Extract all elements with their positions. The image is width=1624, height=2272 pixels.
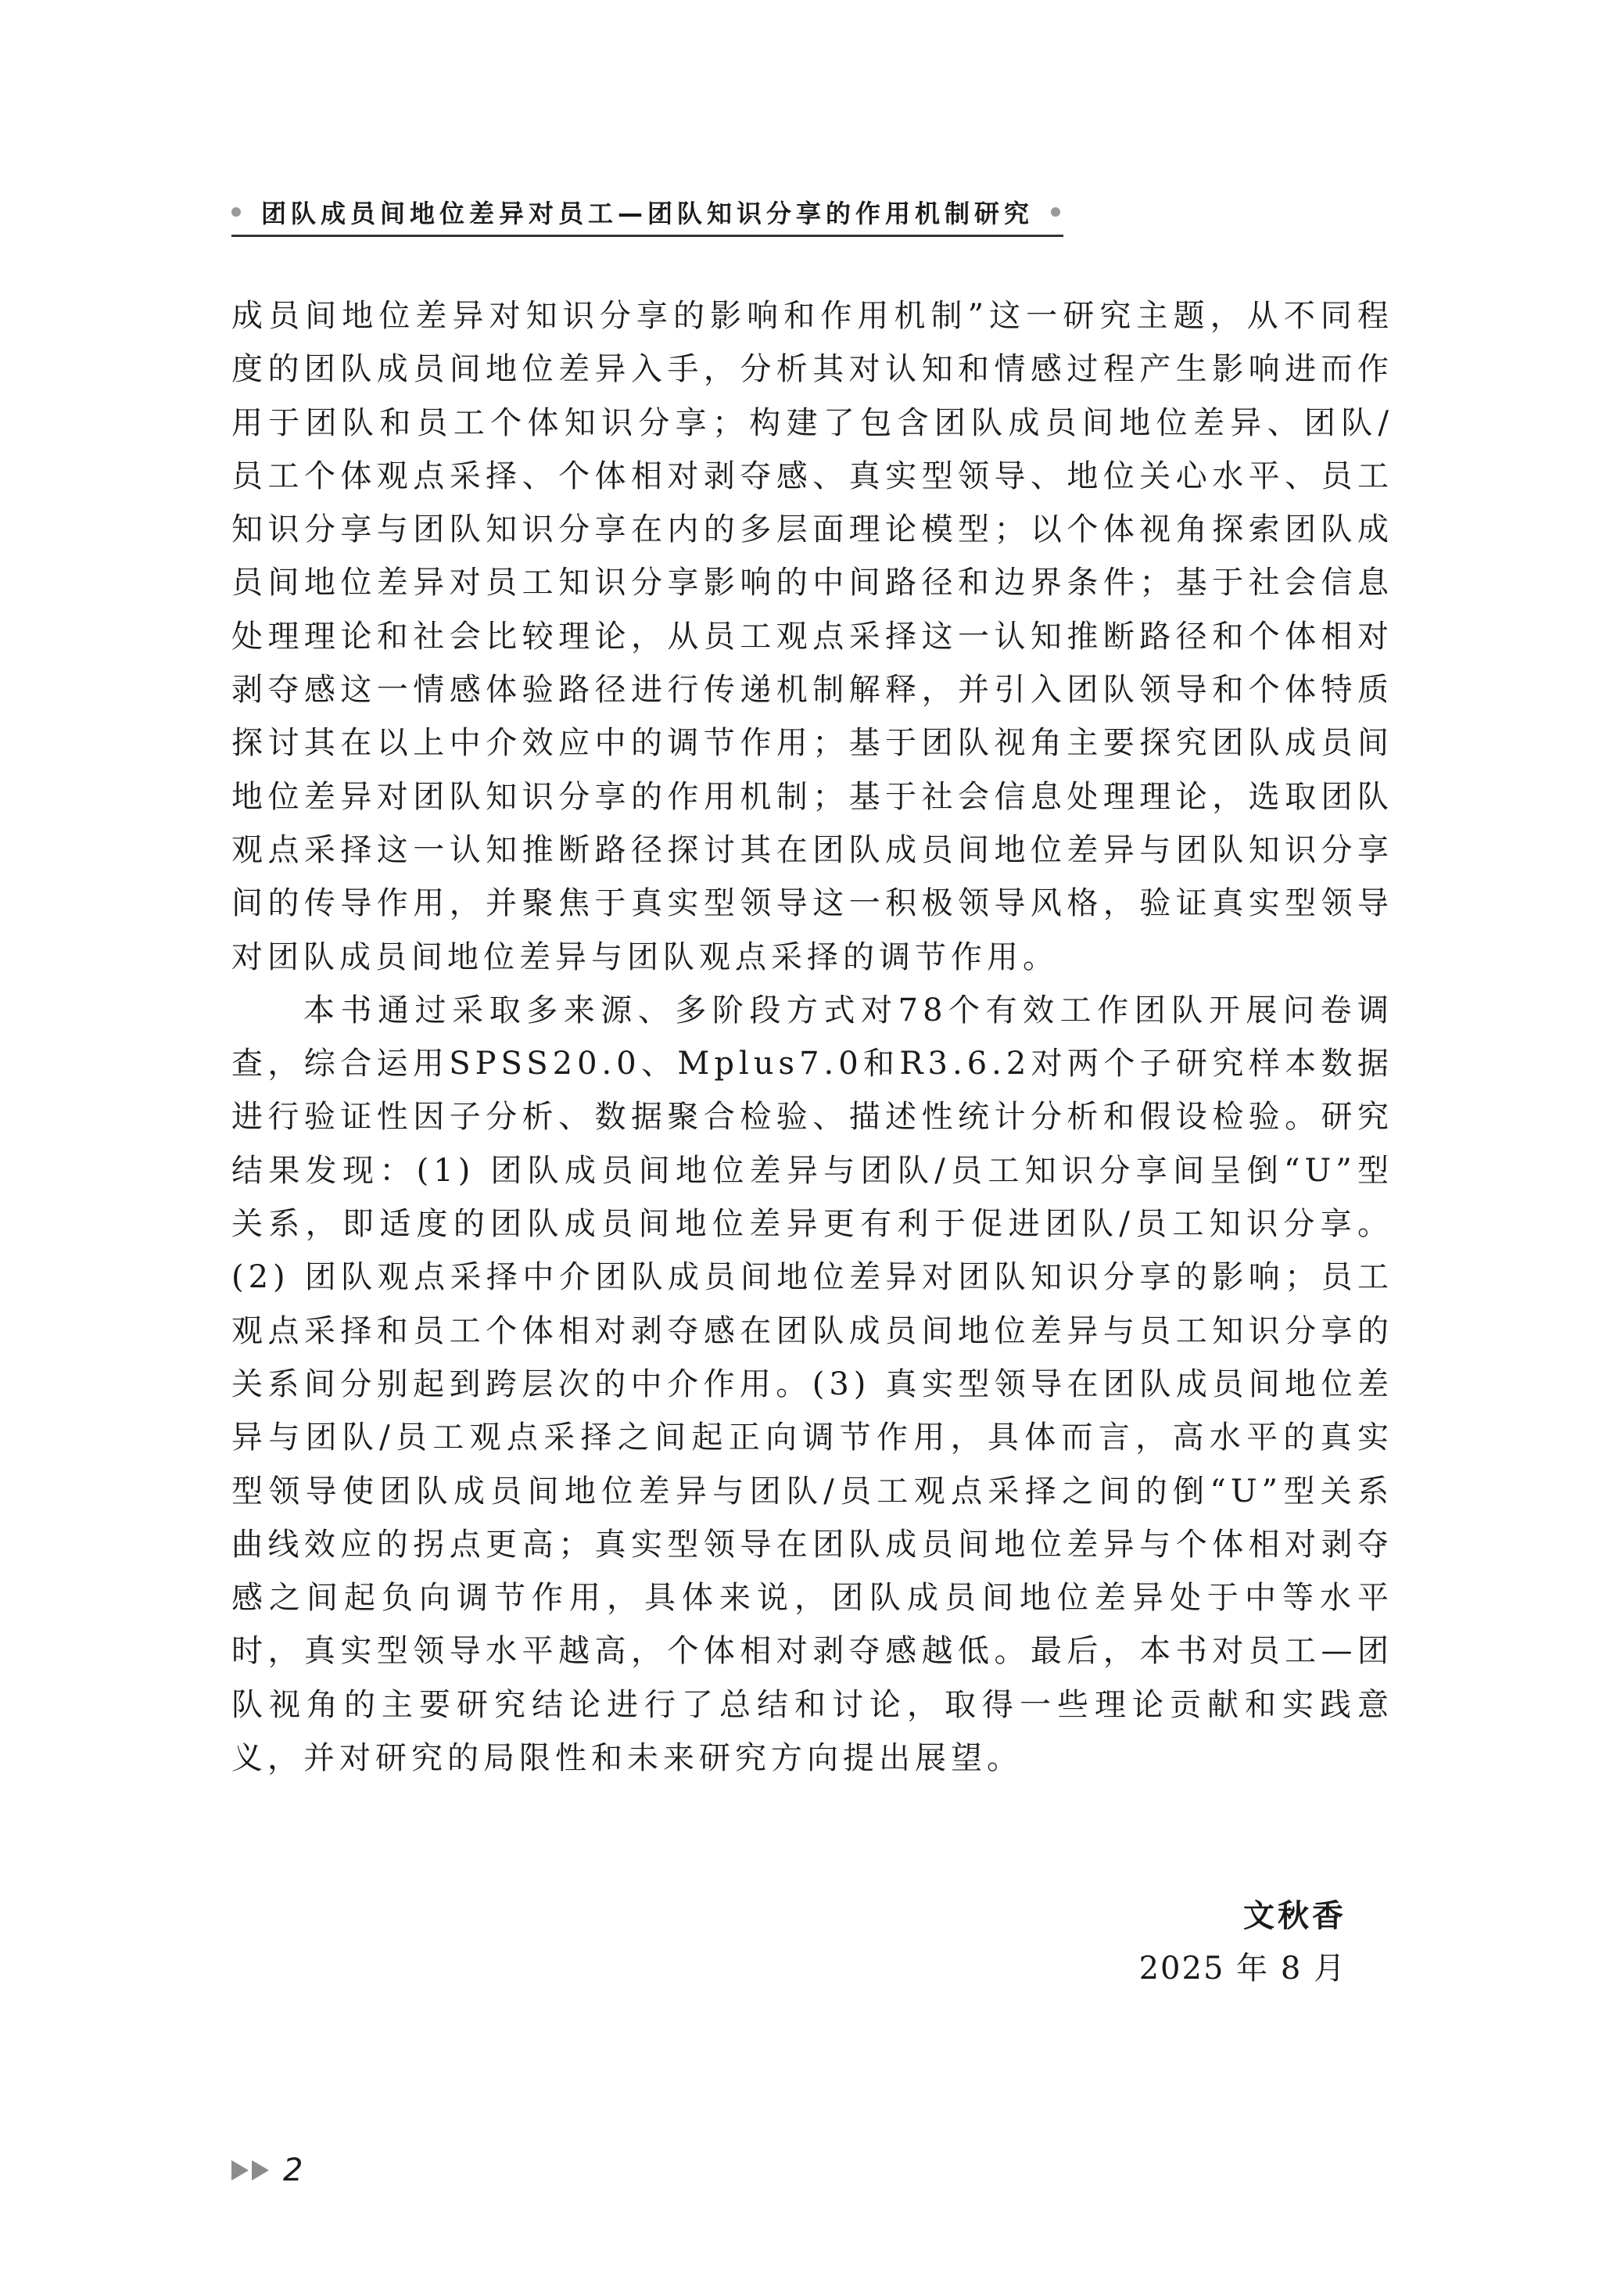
bullet-dot-icon <box>1051 207 1060 217</box>
header-rule <box>231 235 1063 237</box>
paragraph: 本书通过采取多来源、多阶段方式对78个有效工作团队开展问卷调查，综合运用SPSS20.0、Mplus7.0和R3.6.2对两个子研究样本数据进行验证性因子分析、数据聚合检验、描述性统计分析和假设检验。研究结果发现：(1) 团队成员间地位差异与团队/员工知识分享间呈倒“U”型关系，即适度的团队成员间地位差异更有利于促进团队/员工知识分享。(2) 团队观点采择中介团队成员间地位差异对团队知识分享的影响；员工观点采择和员工个体相对剥夺感在团队成员间地位差异与员工知识分享的关系间分别起到跨层次的中介作用。(3) 真实型领导在团队成员间地位差异与团队/员工观点采择之间起正向调节作用，具体而言，高水平的真实型领导使团队成员间地位差异与团队/员工观点采择之间的倒“U”型关系曲线效应的拐点更高；真实型领导在团队成员间地位差异与个体相对剥夺感之间起负向调节作用，具体来说，团队成员间地位差异处于中等水平时，真实型领导水平越高，个体相对剥夺感越低。最后，本书对员工—团队视角的主要研究结论进行了总结和讨论，取得一些理论贡献和实践意义，并对研究的局限性和未来研究方向提出展望。 <box>231 992 1393 1777</box>
bullet-dot-icon <box>231 207 241 217</box>
running-header <box>231 194 1326 230</box>
page-number: 2 <box>283 2152 303 2188</box>
page-footer <box>231 2152 303 2188</box>
arrow-icon <box>252 2160 269 2180</box>
arrow-icon <box>231 2160 249 2180</box>
author-signature: 文秋香 <box>1243 1898 1346 1934</box>
running-title: 团队成员间地位差异对员工—团队知识分享的作用机制研究 <box>261 199 1034 228</box>
signature-date: 2025 年 8 月 <box>1138 1951 1346 1987</box>
body-text <box>231 289 1393 1785</box>
paragraph-continued: 成员间地位差异对知识分享的影响和作用机制”这一研究主题，从不同程度的团队成员间地位差异入手，分析其对认知和情感过程产生影响进而作用于团队和员工个体知识分享；构建了包含团队成员间地位差异、团队/员工个体观点采择、个体相对剥夺感、真实型领导、地位关心水平、员工知识分享与团队知识分享在内的多层面理论模型；以个体视角探索团队成员间地位差异对员工知识分享影响的中间路径和边界条件；基于社会信息处理理论和社会比较理论，从员工观点采择这一认知推断路径和个体相对剥夺感这一情感体验路径进行传递机制解释，并引入团队领导和个体特质探讨其在以上中介效应中的调节作用；基于团队视角主要探究团队成员间地位差异对团队知识分享的作用机制；基于社会信息处理理论，选取团队观点采择这一认知推断路径探讨其在团队成员间地位差异与团队知识分享间的传导作用，并聚焦于真实型领导这一积极领导风格，验证真实型领导对团队成员间地位差异与团队观点采择的调节作用。 <box>231 298 1393 975</box>
